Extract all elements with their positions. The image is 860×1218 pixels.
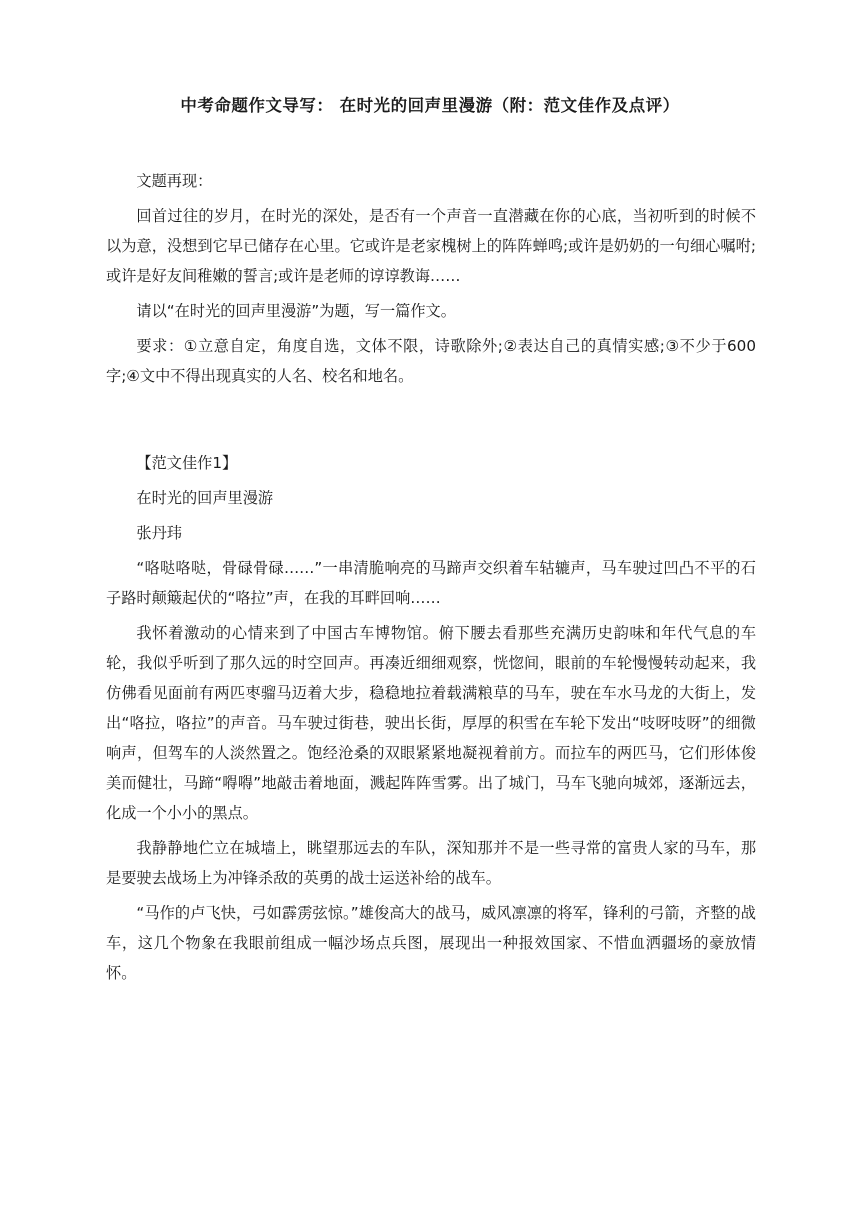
prompt-heading: 文题再现：: [136, 172, 213, 190]
essay-paragraph: “马作的卢飞快，弓如霹雳弦惊。”雄俊高大的战马，威风凛凛的将军，锋利的弓箭，齐整的战车，这几个物象在我眼前组成一幅沙场点兵图，展现出一种报效国家、不惜血洒疆场的豪放情怀。: [106, 904, 756, 982]
document-title: 中考命题作文导写： 在时光的回声里漫游（附：范文佳作及点评）: [180, 96, 680, 115]
sample-title: 在时光的回声里漫游: [136, 489, 274, 507]
prompt-instruction: 请以“在时光的回声里漫游”为题，写一篇作文。: [136, 302, 456, 320]
essay-paragraph: 我怀着激动的心情来到了中国古车博物馆。俯下腰去看那些充满历史韵味和年代气息的车轮，我似乎听到了那久远的时空回声。再凑近细细观察，恍惚间，眼前的车轮慢慢转动起来，我仿佛看见面前有两匹枣骝马迈着大步，稳稳地拉着载满粮草的马车，驶在车水马龙的大街上，发出“咯拉，咯拉”的声音。马车驶过街巷，驶出长街，厚厚的积雪在车轮下发出“吱呀吱呀”的细微响声，但驾车的人淡然置之。饱经沧桑的双眼紧紧地凝视着前方。而拉车的两匹马，它们形体俊美而健壮，马蹄“嘚嘚”地敲击着地面，溅起阵阵雪雾。出了城门，马车飞驰向城郊，逐渐远去，化成一个小小的黑点。: [106, 624, 756, 822]
essay-paragraph: “咯哒咯哒，骨碌骨碌……”一串清脆响亮的马蹄声交织着车轱辘声，马车驶过凹凸不平的石子路时颠簸起伏的“咯拉”声，在我的耳畔回响……: [106, 559, 756, 607]
essay-paragraph: 我静静地伫立在城墙上，眺望那远去的车队，深知那并不是一些寻常的富贵人家的马车，那是要驶去战场上为冲锋杀敌的英勇的战士运送补给的战车。: [106, 839, 756, 887]
document-body: [106, 166, 756, 988]
sample-author: 张丹玮: [136, 524, 182, 542]
prompt-text: 回首过往的岁月，在时光的深处，是否有一个声音一直潜藏在你的心底，当初听到的时候不以为意，没想到它早已储存在心里。它或许是老家槐树上的阵阵蝉鸣;或许是奶奶的一句细心嘱咐;或许是好友间稚嫩的誓言;或许是老师的谆谆教诲……: [106, 207, 756, 285]
prompt-requirements: 要求：①立意自定，角度自选，文体不限，诗歌除外;②表达自己的真情实感;③不少于600字;④文中不得出现真实的人名、校名和地名。: [106, 337, 756, 385]
section-spacer: [106, 391, 756, 443]
sample-label: 【范文佳作1】: [136, 454, 238, 472]
